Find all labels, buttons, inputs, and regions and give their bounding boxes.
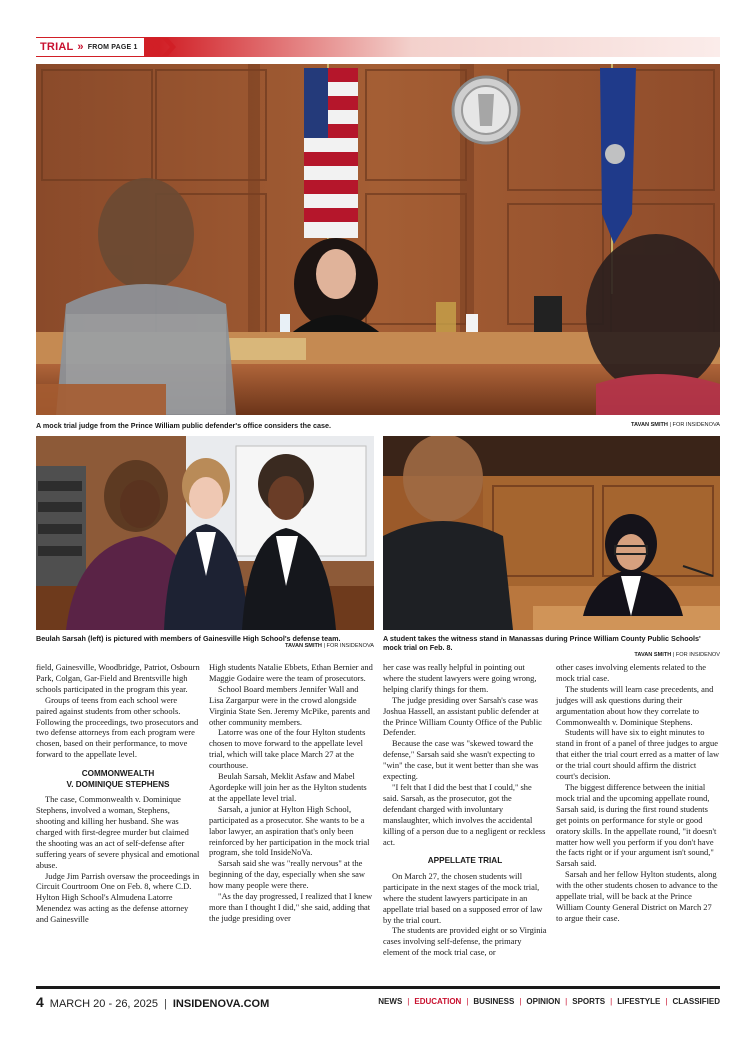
site-name: INSIDENOVA.COM <box>172 998 270 1010</box>
main-photo-credit: TAVAN SMITH | FOR INSIDENOVA <box>631 422 720 428</box>
nav-item-news[interactable]: NEWS <box>378 997 403 1006</box>
paragraph: Sarsah, a junior at Hylton High School, participated as a prosecutor. She wants to be a labor lawyer, an aspiration that's only been reinforced by her participation in the mock trial program, she told InsideNoVa. <box>209 803 370 858</box>
nav-item-education[interactable]: EDUCATION <box>414 997 462 1006</box>
folio <box>36 994 269 1010</box>
paragraph: On March 27, the chosen students will participate in the next stages of the mock trial, where the student lawyers participate in an appellate trial based on a supposed error of law by the trial court. <box>383 870 543 925</box>
photographer-name: TAVAN SMITH <box>634 652 672 658</box>
article-column-1 <box>36 662 200 925</box>
issue-date: MARCH 20 - 26, 2025 <box>49 998 159 1010</box>
credit-org: FOR INSIDENOVA <box>326 643 374 649</box>
paragraph: High students Natalie Ebbets, Ethan Bernier and Maggie Godaire were the team of prosecutors. <box>209 662 373 683</box>
left-photo-caption: Beulah Sarsah (left) is pictured with members of Gainesville High School's defense team. <box>36 634 341 643</box>
chevron-right-icon <box>162 38 176 56</box>
courtroom-judge-photo <box>36 64 720 415</box>
section-nav: NEWS | EDUCATION | BUSINESS | OPINION | SPORTS | LIFESTYLE | CLASSIFIED <box>378 997 720 1006</box>
subheading-line: V. DOMINIQUE STEPHENS <box>66 779 170 789</box>
article-column-3 <box>383 662 547 958</box>
nav-item-sports[interactable]: SPORTS <box>572 997 606 1006</box>
footer-rule <box>36 986 720 989</box>
paragraph: Groups of teens from each school were paired against students from other schools. Following the proceedings, two prosecutors and two defense attorneys from each program were chosen, based on their performance, to move forward to the appellate level. <box>36 694 199 760</box>
paragraph: Latorre was one of the four Hylton students chosen to move forward to the appellate level trial, which will take place March 27 at the courthouse. <box>209 727 366 771</box>
paragraph: "As the day progressed, I realized that I knew more than I thought I did," she said, adding that the judge presiding over <box>209 891 373 923</box>
paragraph: School Board members Jennifer Wall and Lisa Zargarpur were in the crowd alongside Virginia State Sen. Jeremy McPike, parents and other community members. <box>209 683 371 727</box>
paragraph: The biggest difference between the initial mock trial and the upcoming appellate round, Sarsah said, is during the first round students get points on performance for style or good oratory skills. In the appellate round, "it doesn't matter how well you perform if you don't have the facts right or if your argument isn't sound," Sarsah said. <box>556 781 717 869</box>
section-arrows: » <box>77 41 84 53</box>
paragraph: Because the case was "skewed toward the defense," Sarsah said she wasn't expecting to "win" the case, but it went better than she was expecting. <box>383 738 539 782</box>
right-photo-caption: A student takes the witness stand in Manassas during Prince William County Public Schools' mock trial on Feb. 8. <box>383 634 701 652</box>
credit-org: FOR INSIDENOVA <box>672 422 720 428</box>
photographer-name: TAVAN SMITH <box>631 422 668 428</box>
paragraph: her case was really helpful in pointing out where the student lawyers were going wrong, helping clarify things for them. <box>383 662 537 694</box>
paragraph: "I felt that I did the best that I could," she said. Sarsah, as the prosecutor, got the defendant charged with involuntary manslaughter, which involves the accidental killing of a person due to a negligent or reckless act. <box>383 781 546 847</box>
page-number: 4 <box>36 994 44 1010</box>
subheading <box>36 769 200 790</box>
paragraph: Sarsah and her fellow Hylton students, along with the other students chosen to advance to the appellate trial, will be back at the Prince William County General District on March 27 to argue their case. <box>556 869 718 923</box>
nav-item-opinion[interactable]: OPINION <box>526 997 561 1006</box>
defense-team-photo <box>36 436 374 630</box>
witness-stand-photo <box>383 436 720 630</box>
subheading-line: COMMONWEALTH <box>81 769 155 779</box>
paragraph: Judge Jim Parrish oversaw the proceedings in Circuit Courtroom One on Feb. 8, where C.D. Hylton High School's Almudena Latorre Menendez was acting as the defense attorney and Gainesville <box>36 870 200 925</box>
folio-divider: | <box>164 998 167 1010</box>
photographer-name: TAVAN SMITH <box>285 643 322 649</box>
section-name: TRIAL <box>40 41 74 53</box>
paragraph: The case, Commonwealth v. Dominique Stephens, involved a woman, Stephens, shooting and killing her husband. She was charged with first-degree murder but claimed the shooting was an act of self-defense after suffering years of severe physical and emotional abuse. <box>36 794 200 870</box>
chevron-right-icon <box>146 38 160 56</box>
article-column-4 <box>556 662 720 924</box>
subheading: APPELLATE TRIAL <box>427 856 503 866</box>
nav-item-lifestyle[interactable]: LIFESTYLE <box>617 997 661 1006</box>
paragraph: field, Gainesville, Woodbridge, Patriot, Osbourn Park, Colgan, Gar-Field and Brentsville high schools participated in the program this year. <box>36 662 200 694</box>
right-photo-credit: TAVAN SMITH | FOR INSIDENOV <box>634 652 720 658</box>
from-page-label: FROM PAGE 1 <box>87 43 138 51</box>
nav-item-classified[interactable]: CLASSIFIED <box>672 997 720 1006</box>
nav-item-business[interactable]: BUSINESS <box>473 997 515 1006</box>
left-photo-credit: TAVAN SMITH | FOR INSIDENOVA <box>285 643 374 649</box>
paragraph: other cases involving elements related to the mock trial case. <box>556 662 706 683</box>
section-kicker <box>36 38 144 56</box>
paragraph: Sarsah said she was "really nervous" at the beginning of the day, especially when she saw how many people were there. <box>209 858 365 891</box>
paragraph: The judge presiding over Sarsah's case was Joshua Hassell, an assistant public defender at the Prince William County Office of the Public Defender. <box>383 694 542 738</box>
credit-org: FOR INSIDENOV <box>675 652 720 658</box>
main-photo-caption: A mock trial judge from the Prince William public defender's office considers the case. <box>36 421 331 430</box>
article-column-2 <box>209 662 373 924</box>
paragraph: Beulah Sarsah, Meklit Asfaw and Mabel Agordepke will join her as the Hylton students at the appellate level trial. <box>209 771 367 803</box>
paragraph: The students will learn case precedents, and judges will ask questions during their argumentation about how they correlate to Commonwealth v. Dominique Stephens. <box>556 683 714 727</box>
paragraph: Students will have six to eight minutes to stand in front of a panel of three judges to argue that either the trial court erred as a matter of law or the trial court should affirm the district court's decision. <box>556 727 720 782</box>
paragraph: The students are provided eight or so Virginia cases involving self-defense, the primary element of the mock trial case, or <box>383 925 547 958</box>
